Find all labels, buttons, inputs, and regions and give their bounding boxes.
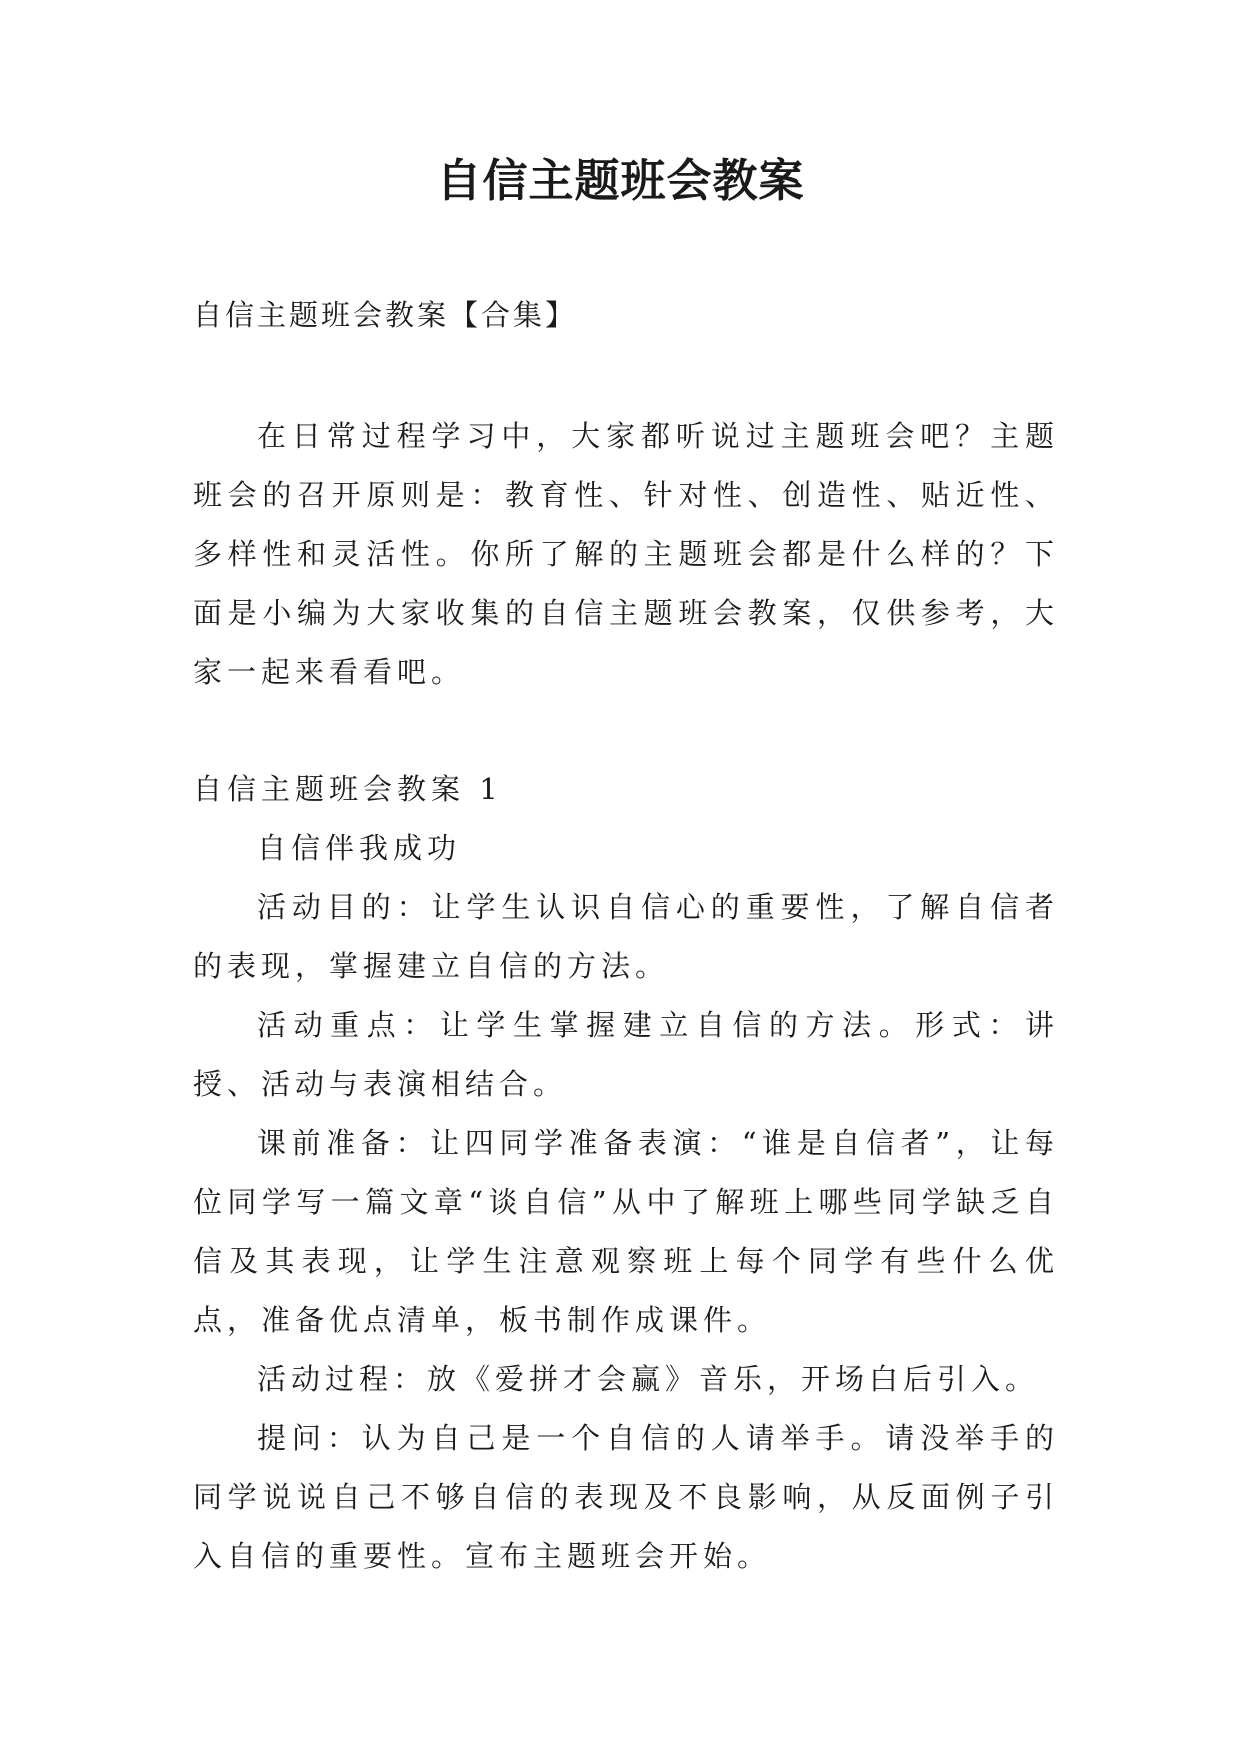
section-heading: 自信主题班会教案 1 xyxy=(193,772,503,806)
document-subtitle: 自信主题班会教案【合集】 xyxy=(193,298,578,332)
paragraph-activity-process: 活动过程：放《爱拼才会赢》音乐，开场白后引入。 xyxy=(257,1362,1040,1396)
document-title: 自信主题班会教案 xyxy=(436,154,805,207)
spacer xyxy=(193,702,1059,760)
section-theme: 自信伴我成功 xyxy=(257,831,462,865)
paragraph-activity-goal: 活动目的：让学生认识自信心的重要性，了解自信者的表现，掌握建立自信的方法。 xyxy=(193,890,1059,983)
paragraph-activity-focus: 活动重点：让学生掌握建立自信的方法。形式：讲授、活动与表演相结合。 xyxy=(193,1008,1059,1101)
paragraph-preparation: 课前准备：让四同学准备表演：“谁是自信者”，让每位同学写一篇文章“谈自信”从中了解班上哪些同学缺乏自信及其表现，让学生注意观察班上每个同学有些什么优点，准备优点清单，板书制作成课件。 xyxy=(193,1126,1059,1337)
paragraph-question: 提问：认为自己是一个自信的人请举手。请没举手的同学说说自己不够自信的表现及不良影响，从反面例子引入自信的重要性。宣布主题班会开始。 xyxy=(193,1421,1059,1573)
spacer xyxy=(193,345,1059,407)
intro-paragraph: 在日常过程学习中，大家都听说过主题班会吧？主题班会的召开原则是：教育性、针对性、创造性、贴近性、多样性和灵活性。你所了解的主题班会都是什么样的？下面是小编为大家收集的自信主题班会教案，仅供参考，大家一起来看看吧。 xyxy=(193,419,1059,689)
document-body xyxy=(193,286,1059,1586)
